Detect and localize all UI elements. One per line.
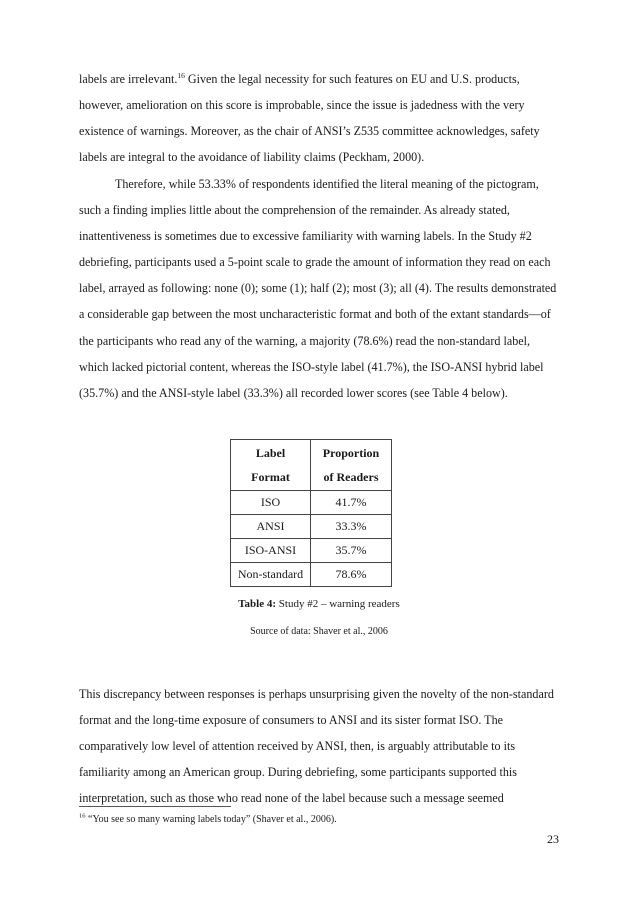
header-proportion-line1: Proportion <box>322 446 380 460</box>
table-row <box>231 563 392 587</box>
footnote-divider <box>79 806 231 807</box>
table-caption-text: Study #2 – warning readers <box>276 598 400 610</box>
table-row <box>231 539 392 563</box>
readers-table <box>230 439 392 587</box>
header-label-format-line1: Label <box>255 446 286 460</box>
cell-proportion: 33.3% <box>311 515 392 539</box>
header-label-format <box>231 440 311 491</box>
paragraph-1 <box>79 66 557 170</box>
footnote-reference[interactable]: 16 <box>177 70 185 80</box>
table-header-row <box>231 440 392 491</box>
cell-format: ANSI <box>231 515 311 539</box>
cell-proportion: 78.6% <box>311 563 392 587</box>
footnote-text: “You see so many warning labels today” (Shaver et al., 2006). <box>85 814 337 825</box>
paragraph-1-text-a: labels are irrelevant. <box>79 72 178 86</box>
table-caption-label: Table 4: <box>238 598 277 610</box>
header-proportion-line2: of Readers <box>323 470 379 484</box>
cell-format: Non-standard <box>231 563 311 587</box>
table-source: Source of data: Shaver et al., 2006 <box>250 626 388 637</box>
paragraph-1-text-b: Given the legal necessity for such features on EU and U.S. products, however, amelioration on this score is improbable, since the issue is jadedness with the very existence of warnings. Moreover, as the chair of ANSI’s Z535 committee acknowledges, safety labels are integral to the avoidance of liability claims (Peckham, 2000). <box>79 72 540 165</box>
table-row <box>231 491 392 515</box>
table-caption <box>0 598 638 610</box>
header-proportion <box>311 440 392 491</box>
cell-proportion: 35.7% <box>311 539 392 563</box>
page-number: 23 <box>547 832 559 846</box>
table-row <box>231 515 392 539</box>
footnote <box>79 814 337 825</box>
cell-format: ISO-ANSI <box>231 539 311 563</box>
header-label-format-line2: Format <box>251 470 290 484</box>
cell-format: ISO <box>231 491 311 515</box>
cell-proportion: 41.7% <box>311 491 392 515</box>
paragraph-2: Therefore, while 53.33% of respondents identified the literal meaning of the pictogram, such a finding implies little about the comprehension of the remainder. As already stated, inattentiveness is sometimes due to excessive familiarity with warning labels. In the Study #2 debriefing, participants used a 5-point scale to grade the amount of information they read on each label, arrayed as following: none (0); some (1); half (2); most (3); all (4). The results demonstrated a considerable gap between the most uncharacteristic format and both of the extant standards—of the participants who read any of the warning, a majority (78.6%) read the non-standard label, which lacked pictorial content, whereas the ISO-style label (41.7%), the ISO-ANSI hybrid label (35.7%) and the ANSI-style label (33.3%) all recorded lower scores (see Table 4 below). <box>79 177 557 400</box>
paragraph-3: This discrepancy between responses is perhaps unsurprising given the novelty of the non-standard format and the long-time exposure of consumers to ANSI and its sister format ISO. The comparatively low level of attention received by ANSI, then, is arguably attributable to its familiarity among an American group. During debriefing, some participants supported this interpretation, such as those who read none of the label because such a message seemed <box>79 687 554 806</box>
footnote-number: 16 <box>79 812 86 820</box>
